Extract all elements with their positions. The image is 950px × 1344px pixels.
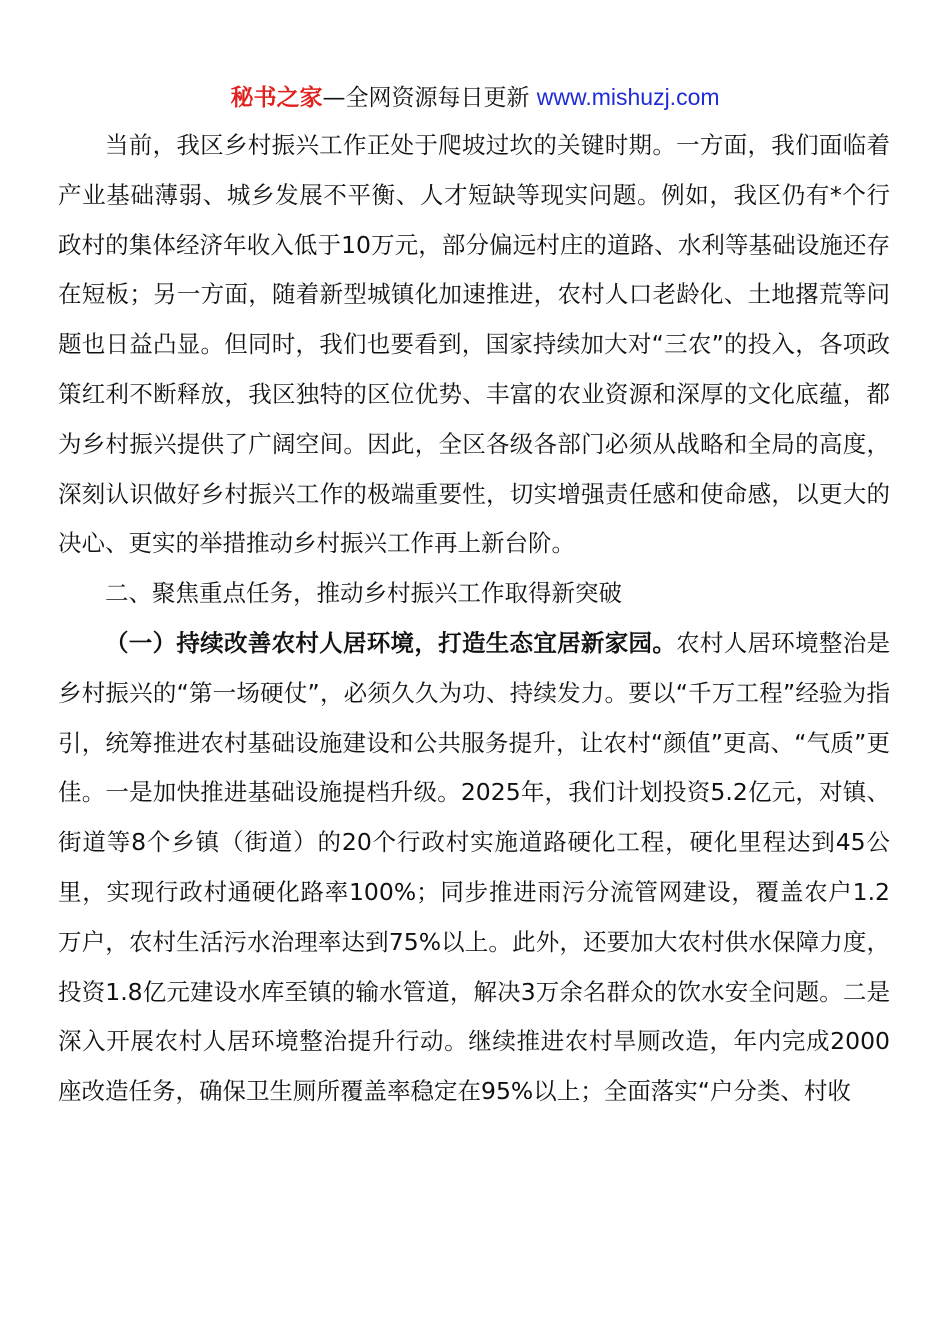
brand-name: 秘书之家 xyxy=(230,85,323,111)
paragraph-intro: 当前，我区乡村振兴工作正处于爬坡过坎的关键时期。一方面，我们面临着产业基础薄弱、城乡发展不平衡、人才短缺等现实问题。例如，我区仍有*个行政村的集体经济年收入低于10万元，部分偏远村庄的道路、水利等基础设施还存在短板；另一方面，随着新型城镇化加速推进，农村人口老龄化、土地撂荒等问题也日益凸显。但同时，我们也要看到，国家持续加大对“三农”的投入，各项政策红利不断释放，我区独特的区位优势、丰富的农业资源和深厚的文化底蕴，都为乡村振兴提供了广阔空间。因此，全区各级各部门必须从战略和全局的高度，深刻认识做好乡村振兴工作的极端重要性，切实增强责任感和使命感，以更大的决心、更实的举措推动乡村振兴工作再上新台阶。 xyxy=(58,131,890,558)
site-url[interactable]: www.mishuzj.com xyxy=(536,84,720,110)
document-body xyxy=(58,121,890,1117)
paragraph-subsection xyxy=(58,619,890,1117)
header-tagline: —全网资源每日更新 xyxy=(322,85,530,111)
subsection-heading: （一）持续改善农村人居环境，打造生态宜居新家园。 xyxy=(105,628,677,657)
section-heading: 二、聚焦重点任务，推动乡村振兴工作取得新突破 xyxy=(105,579,622,608)
subsection-text: 农村人居环境整治是乡村振兴的“第一场硬仗”，必须久久为功、持续发力。要以“千万工程”经验为指引，统筹推进农村基础设施建设和公共服务提升，让农村“颜值”更高、“气质”更佳。一是加快推进基础设施提档升级。2025年，我们计划投资5.2亿元，对镇、街道等8个乡镇（街道）的20个行政村实施道路硬化工程，硬化里程达到45公里，实现行政村通硬化路率100%；同步推进雨污分流管网建设，覆盖农户1.2万户，农村生活污水治理率达到75%以上。此外，还要加大农村供水保障力度，投资1.8亿元建设水库至镇的输水管道，解决3万余名群众的饮水安全问题。二是深入开展农村人居环境整治提升行动。继续推进农村旱厕改造，年内完成2000座改造任务，确保卫生厕所覆盖率稳定在95%以上；全面落实“户分类、村收 xyxy=(58,628,890,1106)
site-header xyxy=(0,80,950,115)
